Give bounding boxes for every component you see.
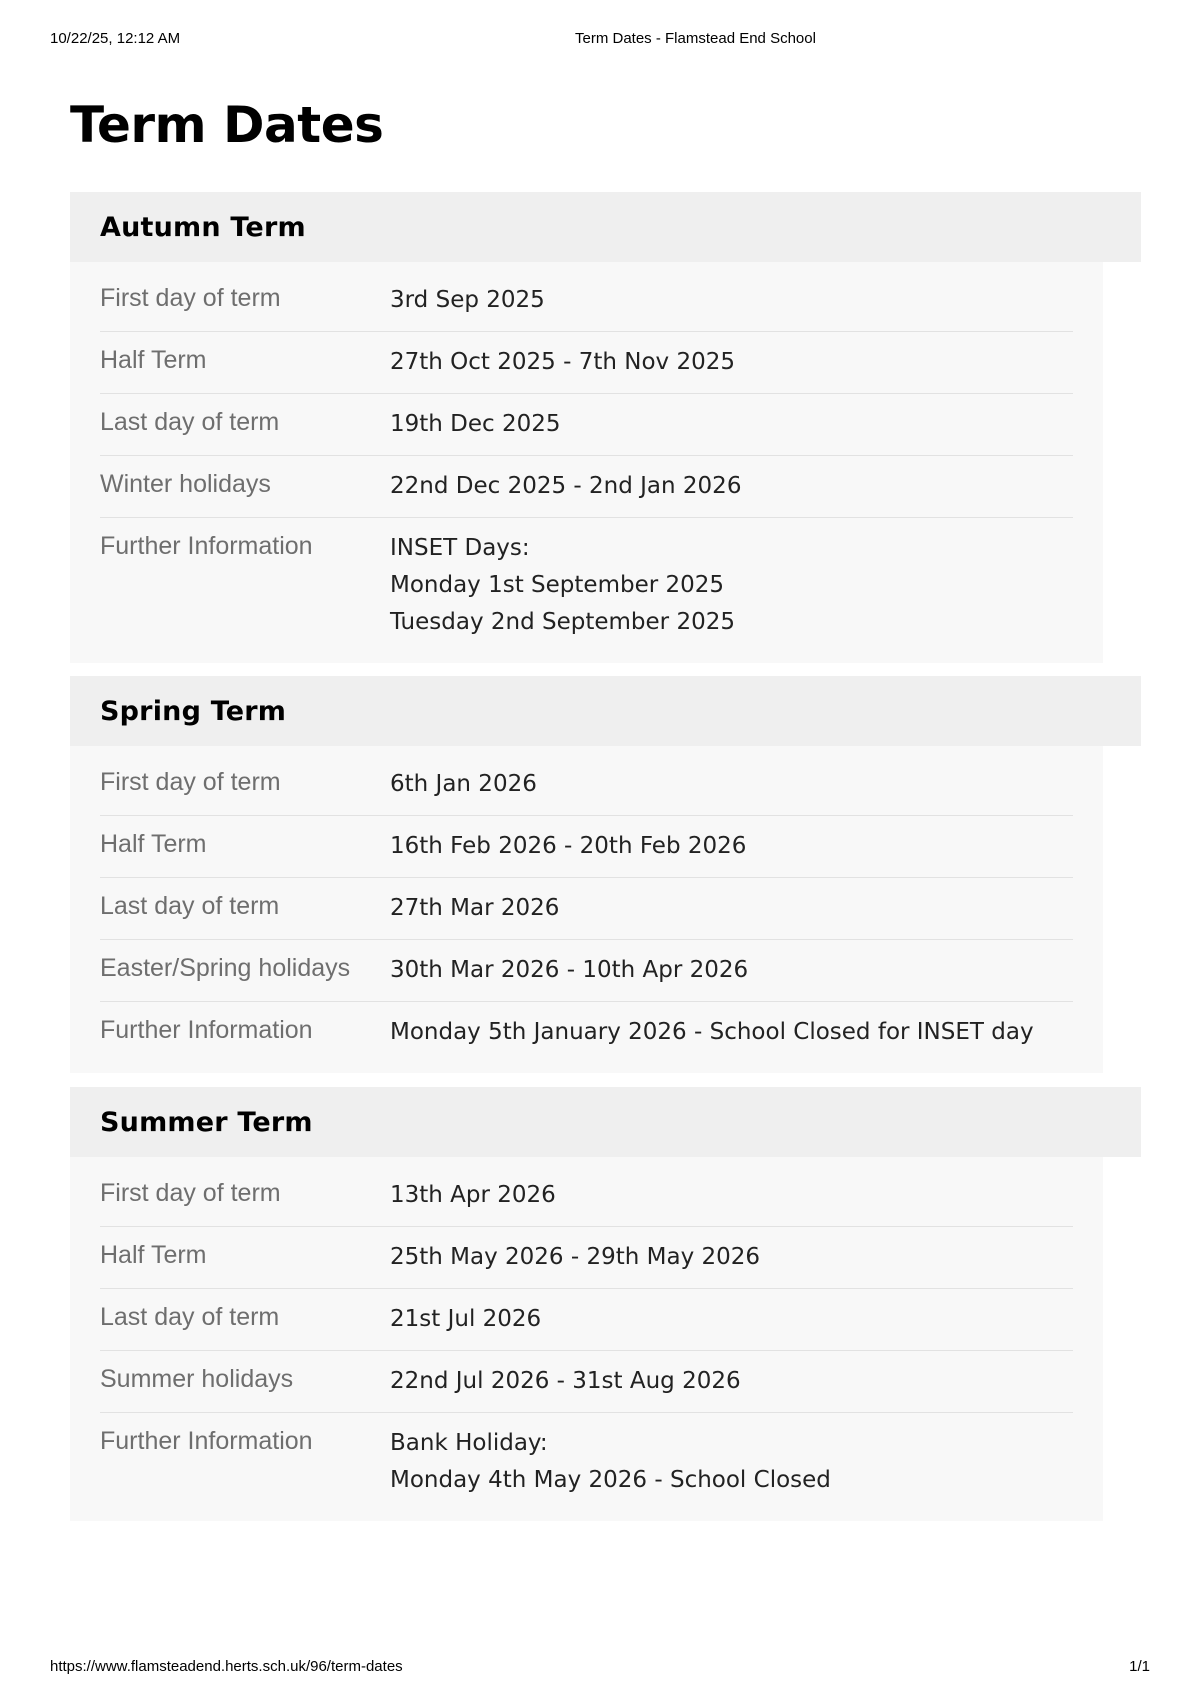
term-section-spring [70,676,1141,1073]
row-label: Half Term [100,830,207,858]
row-label: First day of term [100,768,281,796]
row-label: First day of term [100,1179,281,1207]
row-label: Further Information [100,532,313,560]
row-value [390,816,1073,877]
table-row [100,754,1073,816]
row-value [390,332,1073,393]
row-label: Last day of term [100,892,280,920]
table-row [100,1227,1073,1289]
value-line: 6th Jan 2026 [390,771,537,797]
term-header [70,676,1141,746]
value-line: Bank Holiday: [390,1430,548,1456]
value-line: 16th Feb 2026 - 20th Feb 2026 [390,833,747,859]
value-line: 27th Mar 2026 [390,895,560,921]
term-heading: Spring Term [100,695,287,727]
row-label: Winter holidays [100,470,271,498]
term-dates-table [70,746,1103,1073]
row-value [390,1351,1073,1412]
value-line: 13th Apr 2026 [390,1182,556,1208]
value-line: 22nd Jul 2026 - 31st Aug 2026 [390,1368,741,1394]
row-label: Summer holidays [100,1365,294,1393]
table-row [100,878,1073,940]
row-value [390,518,1073,653]
table-row [100,1289,1073,1351]
row-value [390,456,1073,517]
value-line: Monday 5th January 2026 - School Closed for INSET day [390,1019,1034,1045]
row-label: Last day of term [100,1303,280,1331]
print-page-title: Term Dates - Flamstead End School [575,30,816,47]
row-value [390,270,1073,331]
print-url: https://www.flamsteadend.herts.sch.uk/96/term-dates [50,1658,403,1675]
row-value [390,940,1073,1001]
term-section-autumn [70,192,1141,663]
row-value [390,1002,1073,1063]
table-row [100,332,1073,394]
term-dates-table [70,262,1103,663]
value-line: Monday 4th May 2026 - School Closed [390,1467,831,1493]
table-row [100,816,1073,878]
value-line: 21st Jul 2026 [390,1306,542,1332]
row-label: Further Information [100,1427,313,1455]
value-line: Tuesday 2nd September 2025 [390,609,735,635]
print-header [50,30,1150,50]
term-dates-table [70,1157,1103,1521]
print-footer [50,1658,1150,1678]
row-label: First day of term [100,284,281,312]
table-row [100,456,1073,518]
term-header [70,192,1141,262]
table-row [100,270,1073,332]
table-row [100,1413,1073,1511]
table-row [100,1165,1073,1227]
term-header [70,1087,1141,1157]
value-line: 30th Mar 2026 - 10th Apr 2026 [390,957,749,983]
row-value [390,1413,1073,1511]
row-value [390,1289,1073,1350]
row-label: Last day of term [100,408,280,436]
value-line: Monday 1st September 2025 [390,572,725,598]
table-row [100,394,1073,456]
term-heading: Summer Term [100,1106,313,1138]
row-label: Easter/Spring holidays [100,954,351,982]
row-value [390,1165,1073,1226]
row-label: Half Term [100,1241,207,1269]
row-label: Half Term [100,346,207,374]
row-label: Further Information [100,1016,313,1044]
value-line: 22nd Dec 2025 - 2nd Jan 2026 [390,473,742,499]
table-row [100,1002,1073,1063]
term-section-summer [70,1087,1141,1521]
term-heading: Autumn Term [100,211,306,243]
value-line: 3rd Sep 2025 [390,287,545,313]
table-row [100,518,1073,653]
row-value [390,394,1073,455]
print-page-count: 1/1 [1129,1658,1150,1675]
table-row [100,940,1073,1002]
table-row [100,1351,1073,1413]
page-title: Term Dates [70,96,384,154]
value-line: 27th Oct 2025 - 7th Nov 2025 [390,349,735,375]
row-value [390,754,1073,815]
value-line: 19th Dec 2025 [390,411,561,437]
row-value [390,1227,1073,1288]
print-datetime: 10/22/25, 12:12 AM [50,30,181,47]
value-line: 25th May 2026 - 29th May 2026 [390,1244,761,1270]
row-value [390,878,1073,939]
value-line: INSET Days: [390,535,530,561]
